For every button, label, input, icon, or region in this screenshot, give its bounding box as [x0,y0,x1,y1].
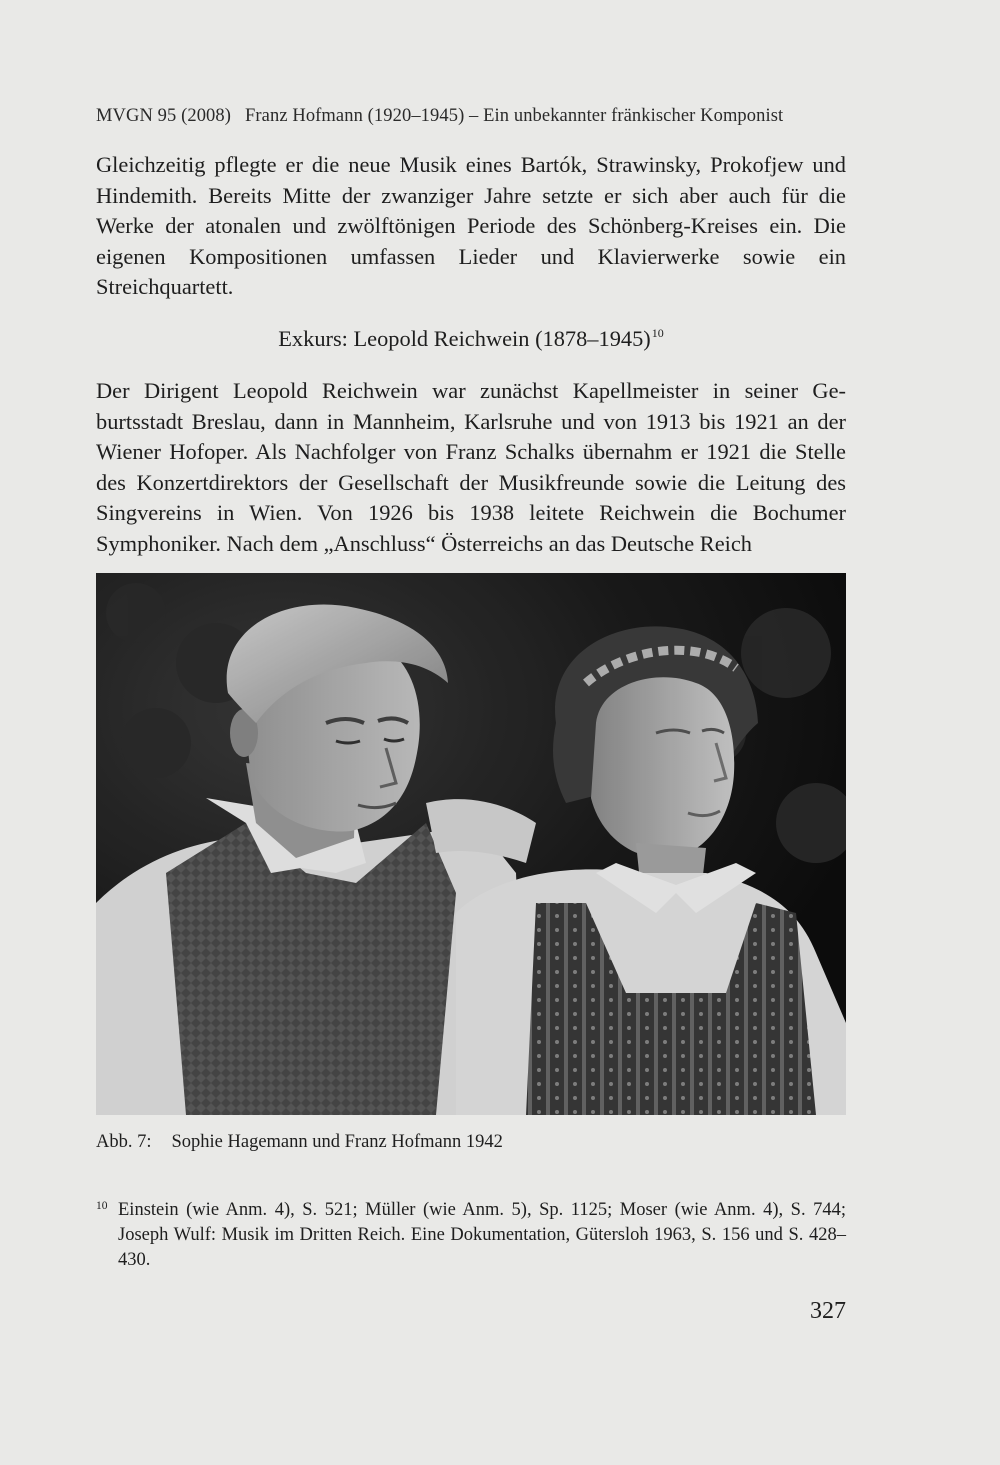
photograph [96,573,846,1115]
page-number: 327 [810,1298,846,1324]
figure-caption-text: Sophie Hagemann und Franz Hofmann 1942 [171,1132,503,1152]
journal-issue: MVGN 95 (2008) [96,106,232,126]
footnote-text: Einstein (wie Anm. 4), S. 521; Müller (wie Anm. 5), Sp. 1125; Moser (wie Anm. 4), S. 744; Joseph Wulf: Musik im Dritten Reich. Eine Dokumentation, Gütersloh 1963, S. 156 und S. 428–430. [118,1200,846,1270]
article-title: Franz Hofmann (1920–1945) – Ein unbekannter fränkischer Komponist [245,106,784,126]
running-header [96,106,848,127]
footnote-number: 10 [96,1200,108,1212]
section-heading [96,326,846,352]
photo-illustration [96,573,846,1115]
figure-label: Abb. 7: [96,1132,152,1152]
paragraph-2: Der Dirigent Leopold Reichwein war zunächst Kapellmeister in seiner Geburtsstadt Breslau, dann in Mannheim, Karlsruhe und von 1913 bis 1921 an der Wiener Hofoper. Als Nachfolger von Franz Schalks übernahm er 1921 die Stelle des Konzertdirektors der Gesellschaft der Musikfreunde sowie die Leitung des Singvereins in Wien. Von 1926 bis 1938 leitete Reichwein die Bochumer Symphoniker. Nach dem „Anschluss“ Österreichs an das Deutsche Reich [96,378,846,556]
paragraph-1: Gleichzeitig pflegte er die neue Musik eines Bartók, Strawinsky, Prokofjew und Hindemith. Bereits Mitte der zwanziger Jahre setzte er sich aber auch für die Werke der atonalen und zwölftönigen Periode des Schönberg-Kreises ein. Die eigenen Kompositionen umfassen Lieder und Klavierwerke sowie ein Streichquartett. [96,152,846,299]
footnote-reference: 10 [651,326,664,340]
footnote-10 [96,1198,846,1273]
figure-caption [96,1132,503,1153]
section-heading-text: Exkurs: Leopold Reichwein (1878–1945) [278,326,651,351]
